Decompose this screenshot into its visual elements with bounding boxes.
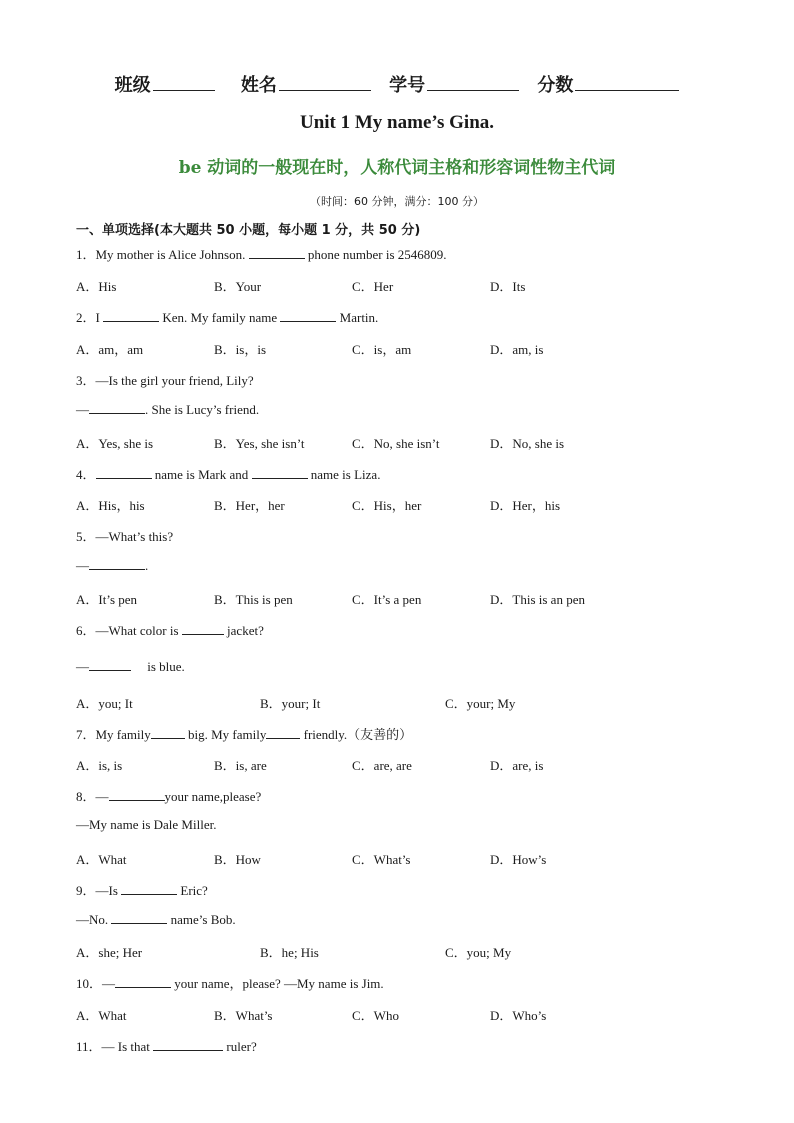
option-b[interactable]: B．Her，her <box>214 498 285 513</box>
question-stem: 9．—Is Eric? <box>76 883 208 898</box>
name-field <box>241 71 371 97</box>
option-d[interactable]: D．Its <box>490 279 526 294</box>
option-d[interactable]: D．Who’s <box>490 1008 547 1023</box>
option-b[interactable]: B．This is pen <box>214 592 293 607</box>
class-label: 班级 <box>114 75 151 96</box>
student-info-header <box>0 71 794 97</box>
student-id-label: 学号 <box>389 75 426 96</box>
topic-subtitle: be 动词的一般现在时，人称代词主格和形容词性物主代词 <box>178 158 616 178</box>
option-c[interactable]: C．your; My <box>445 696 516 711</box>
option-c[interactable]: C．His，her <box>352 498 422 513</box>
option-d[interactable]: D．am, is <box>490 342 544 357</box>
option-c[interactable]: C．Who <box>352 1008 399 1023</box>
option-c[interactable]: C．are, are <box>352 758 412 773</box>
option-c[interactable]: C．Her <box>352 279 394 294</box>
option-b[interactable]: B．is，is <box>214 342 267 357</box>
answer-blank[interactable] <box>151 726 185 739</box>
option-d[interactable]: D．How’s <box>490 852 547 867</box>
option-b[interactable]: B．Yes, she isn’t <box>214 436 305 451</box>
option-b[interactable]: B．your; It <box>260 696 321 711</box>
option-c[interactable]: C．What’s <box>352 852 411 867</box>
name-label: 姓名 <box>240 75 277 96</box>
answer-blank[interactable] <box>89 658 131 671</box>
score-blank[interactable] <box>575 75 679 91</box>
question-response: —My name is Dale Miller. <box>76 817 217 832</box>
section-heading: 一、单项选择(本大题共 50 小题，每小题 1 分，共 50 分) <box>76 223 421 238</box>
option-a[interactable]: A．am，am <box>76 342 144 357</box>
option-c[interactable]: C．you; My <box>445 945 512 960</box>
question-stem: 8．— your name,please? <box>76 789 262 804</box>
option-d[interactable]: D．Her，his <box>490 498 561 513</box>
question-stem: 7．My family big. My family friendly.（友善的） <box>76 727 413 742</box>
option-a[interactable]: A．What <box>76 852 127 867</box>
question-response: — is blue. <box>76 659 185 674</box>
option-c[interactable]: C．No, she isn’t <box>352 436 440 451</box>
option-c[interactable]: C．It’s a pen <box>352 592 422 607</box>
answer-blank[interactable] <box>103 309 159 322</box>
option-d[interactable]: D．No, she is <box>490 436 565 451</box>
option-a[interactable]: A．she; Her <box>76 945 143 960</box>
option-b[interactable]: B．he; His <box>260 945 319 960</box>
answer-blank[interactable] <box>252 466 308 479</box>
class-blank[interactable] <box>153 75 215 91</box>
question-stem: 3．—Is the girl your friend, Lily? <box>76 373 254 388</box>
question-stem: 6．—What color is jacket? <box>76 623 264 638</box>
answer-blank[interactable] <box>96 466 152 479</box>
question-stem: 2．I Ken. My family name Martin. <box>76 310 379 325</box>
option-a[interactable]: A．His，his <box>76 498 145 513</box>
option-b[interactable]: B．What’s <box>214 1008 273 1023</box>
option-b[interactable]: B．How <box>214 852 261 867</box>
option-a[interactable]: A．you; It <box>76 696 133 711</box>
student-id-blank[interactable] <box>427 75 519 91</box>
answer-blank[interactable] <box>121 882 177 895</box>
answer-blank[interactable] <box>182 622 224 635</box>
student-id-field <box>389 71 519 97</box>
option-a[interactable]: A．is, is <box>76 758 123 773</box>
answer-blank[interactable] <box>115 975 171 988</box>
score-label: 分数 <box>537 75 574 96</box>
answer-blank[interactable] <box>109 788 165 801</box>
option-c[interactable]: C．is，am <box>352 342 412 357</box>
option-b[interactable]: B．Your <box>214 279 262 294</box>
question-response: — . <box>76 558 149 573</box>
option-d[interactable]: D．This is an pen <box>490 592 585 607</box>
option-a[interactable]: A．His <box>76 279 117 294</box>
answer-blank[interactable] <box>89 557 145 570</box>
question-response: —No. name’s Bob. <box>76 912 236 927</box>
question-stem: 4． name is Mark and name is Liza. <box>76 467 381 482</box>
answer-blank[interactable] <box>153 1038 223 1051</box>
name-blank[interactable] <box>279 75 371 91</box>
answer-blank[interactable] <box>111 911 167 924</box>
option-b[interactable]: B．is, are <box>214 758 267 773</box>
option-d[interactable]: D．are, is <box>490 758 544 773</box>
answer-blank[interactable] <box>249 246 305 259</box>
question-stem: 1．My mother is Alice Johnson. phone number is 2546809. <box>76 247 447 262</box>
unit-title: Unit 1 My name’s Gina. <box>299 112 495 133</box>
option-a[interactable]: A．Yes, she is <box>76 436 154 451</box>
time-score-info: （时间：60 分钟，满分：100 分） <box>310 195 484 208</box>
answer-blank[interactable] <box>89 401 145 414</box>
option-a[interactable]: A．It’s pen <box>76 592 138 607</box>
question-stem: 10．— your name，please? —My name is Jim. <box>76 976 384 991</box>
question-stem: 5．—What’s this? <box>76 529 174 544</box>
question-response: — . She is Lucy’s friend. <box>76 402 260 417</box>
answer-blank[interactable] <box>266 726 300 739</box>
question-stem: 11．— Is that ruler? <box>76 1039 257 1054</box>
option-a[interactable]: A．What <box>76 1008 127 1023</box>
score-field <box>537 71 679 97</box>
answer-blank[interactable] <box>280 309 336 322</box>
class-field <box>115 71 215 97</box>
